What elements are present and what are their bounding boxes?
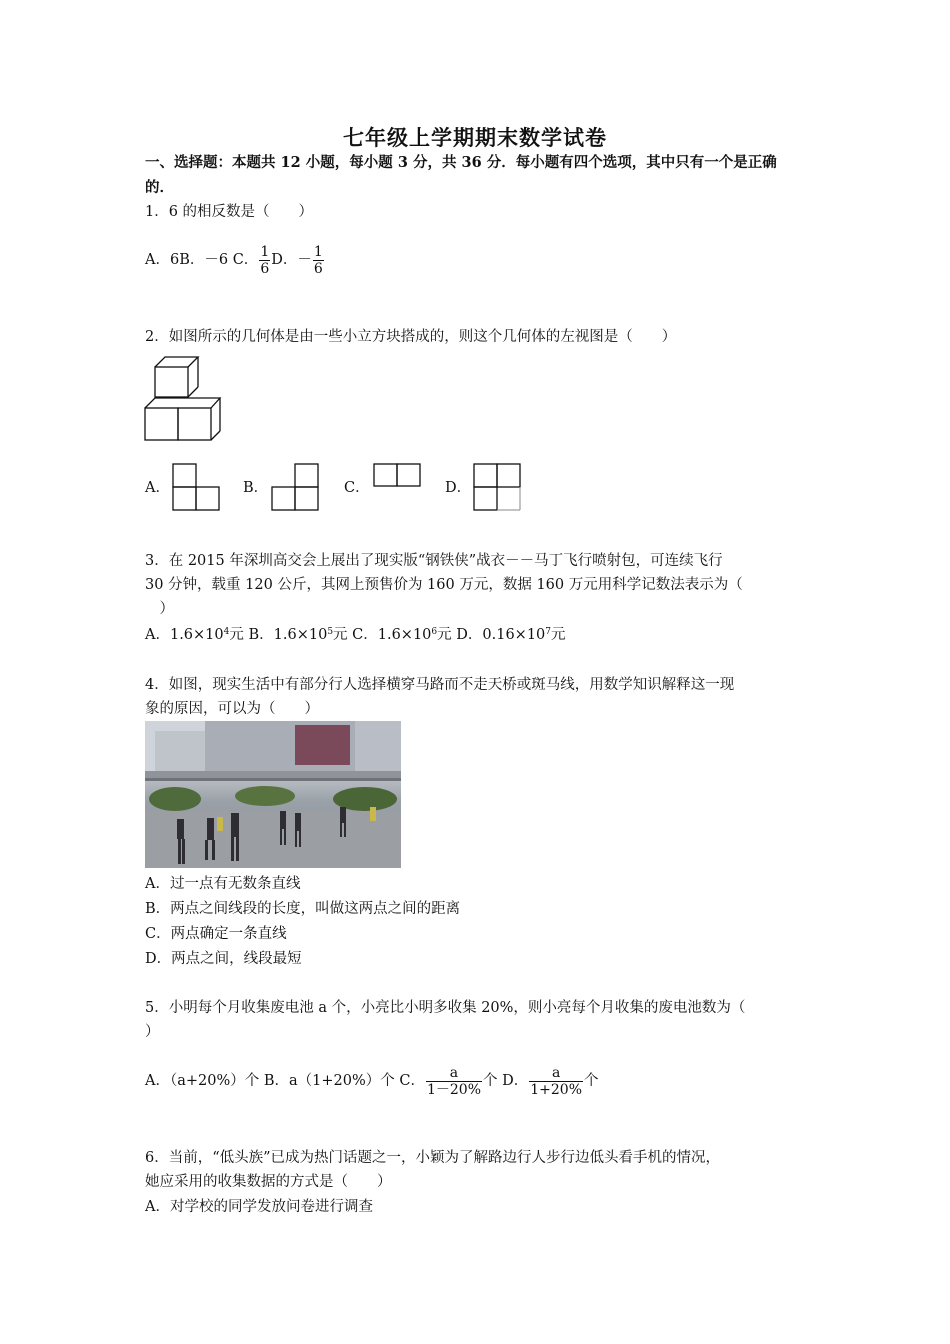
q2-option-d-figure (473, 463, 525, 513)
q2-option-c-figure (373, 463, 423, 489)
q6-stem-line2: 她应采用的收集数据的方式是（ ） (145, 1174, 392, 1190)
section-header-cont: 的． (145, 179, 174, 196)
q1-option-a: A．6 (145, 252, 180, 268)
q1-stem: 1．6 的相反数是（ ） (145, 204, 314, 220)
q1-options (145, 243, 325, 277)
q3-options: A．$1.6\times 10^4$元 B．$1.6\times 10^5$元 C．$1.6\times 10^6$元 D．$0.16\times 10^7$元 (145, 627, 566, 643)
q2-option-a: A． (145, 480, 170, 496)
q2-option-c: C． (344, 480, 370, 496)
q1-option-c: C． (232, 252, 259, 268)
street-crossing-photo (145, 721, 401, 868)
q2-option-d: D． (445, 480, 472, 496)
q3-stem-line3: ） (145, 601, 174, 617)
q5-options: A．（a+20%）个 B．a（1+20%）个 C． $\frac{a}{1-20\%}$ 个 D． $\frac{a}{1+20\%}$ 个 (145, 1064, 599, 1098)
q4-option-b: B．两点之间线段的长度，叫做这两点之间的距离 (145, 901, 461, 917)
q5-fraction-c: $\frac{a}{1-20\%}$ (426, 1064, 481, 1098)
q2-stem: 2．如图所示的几何体是由一些小立方块搭成的，则这个几何体的左视图是（ ） (145, 329, 677, 345)
q2-option-b: B． (243, 480, 269, 496)
q2-option-b-figure (271, 463, 321, 513)
q4-stem-line2: 象的原因，可以为（ ） (145, 701, 319, 717)
q4-option-c: C．两点确定一条直线 (145, 926, 287, 942)
q1-option-d: D．－ (271, 252, 312, 268)
q1-option-b: B．－6 (179, 252, 229, 268)
q2-option-a-figure (172, 463, 222, 513)
q4-stem-line1: 4．如图，现实生活中有部分行人选择横穿马路而不走天桥或斑马线，用数学知识解释这一现 (145, 677, 735, 693)
page-title: 七年级上学期期末数学试卷 (343, 125, 607, 150)
q4-option-d: D．两点之间，线段最短 (145, 951, 302, 967)
q5-fraction-d: $\frac{a}{1+20\%}$ (530, 1064, 583, 1098)
q1-fraction-d: $\frac{1}{6}$ (313, 243, 323, 277)
q6-stem-line1: 6．当前，“低头族”已成为热门话题之一，小颖为了解路边行人步行边低头看手机的情况， (145, 1150, 721, 1166)
q1-fraction-c: $\frac{1}{6}$ (260, 243, 270, 277)
q5-stem-line1: 5．小明每个月收集废电池 a 个，小亮比小明多收集 20%，则小亮每个月收集的废电池数为（ (145, 1000, 746, 1016)
q3-stem-line1: 3．在 2015 年深圳高交会上展出了现实版“钢铁侠”战衣－－马丁飞行喷射包，可连续飞行 (145, 553, 723, 569)
q3-stem-line2: 30 分钟，载重 120 公斤，其网上预售价为 160 万元，数据 160 万元用科学记数法表示为（ (145, 577, 743, 593)
q4-option-a: A．过一点有无数条直线 (145, 876, 301, 892)
q5-stem-line2: ） (145, 1024, 160, 1040)
q2-cube-figure (144, 356, 224, 446)
section-header: 一、选择题：本题共 12 小题，每小题 3 分，共 36 分．每小题有四个选项，其中只有一个是正确 (145, 154, 777, 171)
q6-option-a: A．对学校的同学发放问卷进行调查 (145, 1199, 373, 1215)
